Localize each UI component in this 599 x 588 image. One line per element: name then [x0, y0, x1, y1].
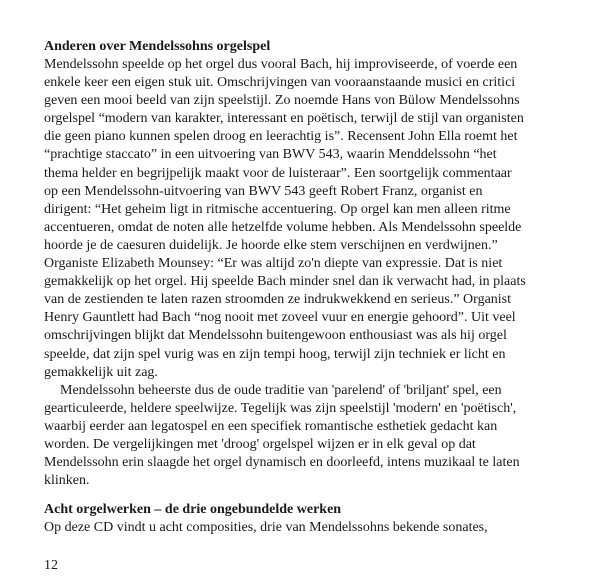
text-line: waarbij eerder aan legatospel en een specifiek romantische esthetiek gedacht kan: [44, 418, 498, 434]
text-line: gemakkelijk uit zag.: [44, 364, 158, 380]
page-number: 12: [44, 558, 58, 573]
text-line: die geen piano kunnen spelen droog en leerachtig is”. Recensent John Ella roemt het: [44, 129, 518, 145]
text-line: gemakkelijk op het orgel. Hij speelde Bach minder snel dan ik verwacht had, in plaats: [44, 274, 526, 290]
text-line: omschrijvingen blijkt dat Mendelssohn buitengewoon enthousiast was als hij orgel: [44, 328, 507, 344]
text-line: Organiste Elizabeth Mounsey: “Er was altijd zo'n diepte van expressie. Dat is niet: [44, 256, 503, 272]
text-line: Op deze CD vindt u acht composities, drie van Mendelssohns bekende sonates,: [44, 520, 488, 536]
text-line: gearticuleerde, heldere speelwijze. Tegelijk was zijn speelstijl 'modern' en 'poëtisch',: [44, 400, 517, 416]
text-line: Mendelssohn beheerste dus de oude traditie van 'parelend' of 'briljant' spel, een: [60, 382, 502, 398]
text-line: geven een mooi beeld van zijn speelstijl. Zo noemde Hans von Bülow Mendelssohns: [44, 93, 520, 109]
paragraph-playing-style-tradition: [44, 382, 574, 491]
paragraph-cd-contents: [44, 519, 574, 537]
text-line: op een Mendelssohn-uitvoering van BWV 543 geeft Robert Franz, organist en: [44, 183, 483, 199]
paragraph-organ-playing-descriptions: [44, 56, 574, 382]
text-line: Henry Gauntlett had Bach “nog nooit met zoveel vuur en energie gehoord”. Uit veel: [44, 310, 516, 326]
section-heading-eight-organ-works: Acht orgelwerken – de drie ongebundelde werken: [44, 502, 342, 518]
page-body: [44, 38, 574, 537]
text-line: “prachtige staccato” in een uitvoering van BWV 543, waarin Menddelssohn “het: [44, 147, 497, 163]
text-line: Mendelssohn erin slaagde het orgel dynamisch en doorleefd, intens muzikaal te laten: [44, 455, 520, 471]
text-line: worden. De vergelijkingen met 'droog' orgelspel wijzen er in elk geval op dat: [44, 436, 476, 452]
text-line: hoorde je de caesuren duidelijk. Je hoorde elke stem verschijnen en verdwijnen.”: [44, 237, 498, 253]
text-line: speelde, dat zijn spel vurig was en zijn tempi hoog, terwijl zijn techniek er licht en: [44, 346, 506, 362]
text-line: van de zestienden te laten razen stroomden ze indrukwekkend en serieus.” Organist: [44, 292, 512, 308]
section-heading-mendelssohn-organ-playing: Anderen over Mendelssohns orgelspel: [44, 39, 271, 54]
text-line: accentueren, omdat de noten alle hetzelfde volume hebben. Als Mendelssohn speelde: [44, 219, 522, 235]
text-line: thema helder en begrijpelijk maakt voor de luisteraar”. Een soortgelijk commentaar: [44, 165, 512, 181]
text-line: Mendelssohn speelde op het orgel dus vooral Bach, hij improviseerde, of voerde een: [44, 57, 518, 72]
text-line: enkele keer een eigen stuk uit. Omschrijvingen van vooraanstaande musici en critici: [44, 75, 516, 91]
text-line: klinken.: [44, 473, 90, 489]
section-spacer: [44, 490, 574, 501]
text-line: dirigent: “Het geheim ligt in ritmische accentuering. Op orgel kan men alleen ritme: [44, 201, 511, 217]
text-line: orgelspel “modern van karakter, interessant en poëtisch, terwijl de stijl van organisten: [44, 111, 524, 127]
